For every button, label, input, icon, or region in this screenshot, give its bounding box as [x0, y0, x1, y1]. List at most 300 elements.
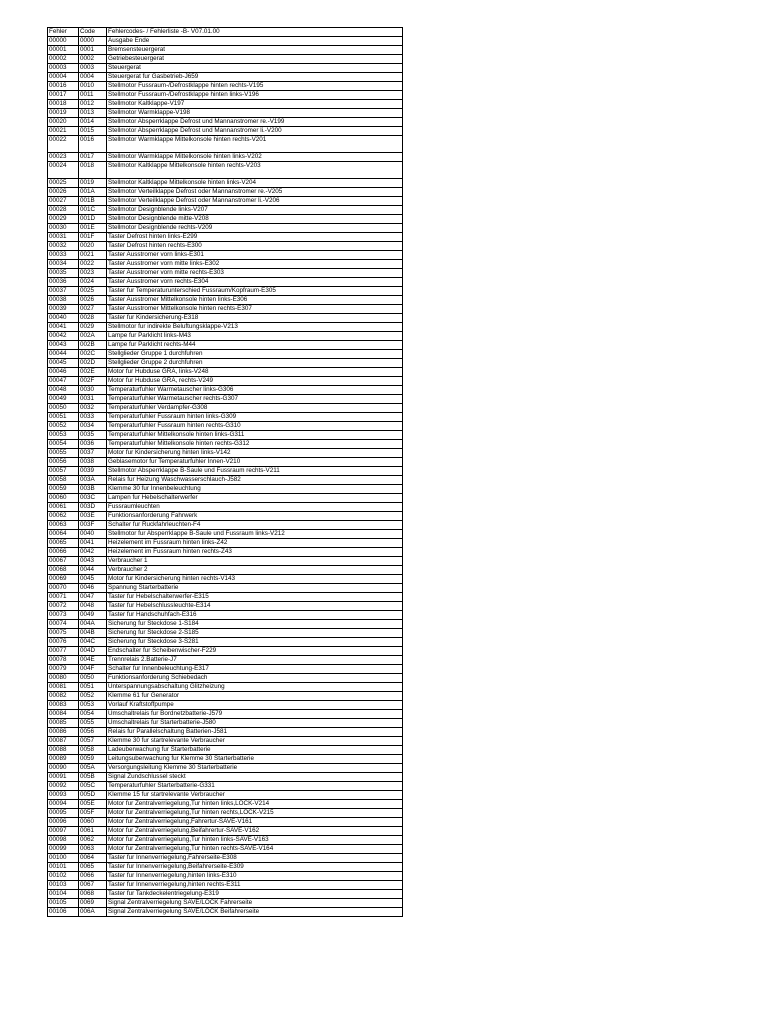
cell-code: 002C	[79, 350, 107, 359]
cell-code: 0013	[79, 109, 107, 118]
cell-description: Motor fur Kindersicherung hinten links-V142	[107, 449, 403, 458]
cell-code: 0059	[79, 755, 107, 764]
cell-description: Stellmotor fur indirekte Beluftungsklappe-V213	[107, 323, 403, 332]
cell-code: 001D	[79, 215, 107, 224]
cell-fehler: 00056	[48, 458, 79, 467]
cell-fehler: 00018	[48, 100, 79, 109]
cell-code: 001B	[79, 197, 107, 206]
cell-code: 0047	[79, 593, 107, 602]
cell-code: 0002	[79, 55, 107, 64]
table-row	[48, 719, 403, 728]
cell-description: Sicherung fur Steckdose 2-S185	[107, 629, 403, 638]
table-row	[48, 593, 403, 602]
table-row	[48, 118, 403, 127]
cell-description: Ladeuberwachung fur Starterbatterie	[107, 746, 403, 755]
table-row	[48, 100, 403, 109]
header-fehler: Fehler	[48, 28, 79, 37]
cell-fehler: 00024	[48, 162, 79, 179]
cell-description: Klemme 61 fur Generator	[107, 692, 403, 701]
table-row	[48, 899, 403, 908]
cell-fehler: 00088	[48, 746, 79, 755]
cell-description: Taster Ausstromer vorn mitte links-E302	[107, 260, 403, 269]
cell-fehler: 00099	[48, 845, 79, 854]
table-row	[48, 287, 403, 296]
cell-description: Spannung Starterbatterie	[107, 584, 403, 593]
cell-fehler: 00079	[48, 665, 79, 674]
cell-fehler: 00020	[48, 118, 79, 127]
cell-fehler: 00103	[48, 881, 79, 890]
table-row	[48, 127, 403, 136]
table-row	[48, 296, 403, 305]
cell-description: Stellmotor Designblende mitte-V208	[107, 215, 403, 224]
cell-fehler: 00074	[48, 620, 79, 629]
table-row	[48, 467, 403, 476]
table-row	[48, 278, 403, 287]
cell-code: 0001	[79, 46, 107, 55]
cell-fehler: 00049	[48, 395, 79, 404]
table-row	[48, 136, 403, 153]
cell-code: 005C	[79, 782, 107, 791]
cell-code: 0065	[79, 863, 107, 872]
cell-description: Taster Ausstromer vorn mitte rechts-E303	[107, 269, 403, 278]
table-row	[48, 791, 403, 800]
cell-description: Relais fur Heizung Waschwasserschlauch-J582	[107, 476, 403, 485]
cell-fehler: 00064	[48, 530, 79, 539]
cell-code: 0054	[79, 710, 107, 719]
table-row	[48, 611, 403, 620]
cell-code: 003D	[79, 503, 107, 512]
cell-code: 0057	[79, 737, 107, 746]
table-row	[48, 872, 403, 881]
cell-description: Taster fur Innenverriegelung,hinten links-E310	[107, 872, 403, 881]
cell-code: 004C	[79, 638, 107, 647]
cell-fehler: 00093	[48, 791, 79, 800]
cell-fehler: 00091	[48, 773, 79, 782]
cell-code: 0012	[79, 100, 107, 109]
cell-code: 0044	[79, 566, 107, 575]
cell-description: Stellmotor Verteilklappe Defrost oder Mannanstromer re.-V205	[107, 188, 403, 197]
table-row	[48, 64, 403, 73]
cell-description: Taster fur Innenverriegelung,Beifahrerseite-E309	[107, 863, 403, 872]
cell-fehler: 00048	[48, 386, 79, 395]
table-row	[48, 755, 403, 764]
cell-fehler: 00002	[48, 55, 79, 64]
cell-fehler: 00062	[48, 512, 79, 521]
cell-description: Stellmotor Kaltklappe-V197	[107, 100, 403, 109]
cell-description: Signal Zentralverriegelung SAVE/LOCK Beifahrerseite	[107, 908, 403, 917]
table-row	[48, 809, 403, 818]
table-row	[48, 377, 403, 386]
cell-code: 0069	[79, 899, 107, 908]
cell-fehler: 00055	[48, 449, 79, 458]
cell-code: 0025	[79, 287, 107, 296]
cell-description: Motor fur Hubduse GRA, links-V248	[107, 368, 403, 377]
cell-fehler: 00086	[48, 728, 79, 737]
cell-description: Temperaturfuhler Fussraum hinten links-G309	[107, 413, 403, 422]
table-row	[48, 206, 403, 215]
cell-fehler: 00058	[48, 476, 79, 485]
cell-description: Stellmotor Absperrklappe Defrost und Mannanstromer li.-V200	[107, 127, 403, 136]
cell-code: 0023	[79, 269, 107, 278]
cell-fehler: 00044	[48, 350, 79, 359]
cell-code: 003A	[79, 476, 107, 485]
cell-description: Taster fur Hebelschlussleuchte-E314	[107, 602, 403, 611]
table-row	[48, 269, 403, 278]
table-row	[48, 818, 403, 827]
table-row	[48, 476, 403, 485]
cell-description: Getriebesteuergerat	[107, 55, 403, 64]
table-row	[48, 314, 403, 323]
table-row	[48, 233, 403, 242]
cell-code: 004E	[79, 656, 107, 665]
cell-description: Temperaturfuhler Warmetauscher links-G306	[107, 386, 403, 395]
cell-code: 004B	[79, 629, 107, 638]
cell-fehler: 00050	[48, 404, 79, 413]
table-row	[48, 548, 403, 557]
cell-description: Klemme 30 fur Innenbeleuchtung	[107, 485, 403, 494]
table-body	[48, 37, 403, 917]
cell-description: Vorlauf Kraftstoffpumpe	[107, 701, 403, 710]
cell-description: Umschaltrelais fur Starterbatterie-J580	[107, 719, 403, 728]
cell-description: Motor fur Zentralverriegelung,Fahrertur-SAVE-V161	[107, 818, 403, 827]
cell-code: 0040	[79, 530, 107, 539]
cell-fehler: 00003	[48, 64, 79, 73]
cell-fehler: 00022	[48, 136, 79, 153]
cell-fehler: 00017	[48, 91, 79, 100]
table-row	[48, 674, 403, 683]
cell-fehler: 00028	[48, 206, 79, 215]
cell-fehler: 00039	[48, 305, 79, 314]
cell-code: 0056	[79, 728, 107, 737]
table-row	[48, 575, 403, 584]
cell-description: Stellmotor Kaltklappe Mittelkonsole hinten rechts-V203	[107, 162, 403, 179]
table-row	[48, 37, 403, 46]
cell-fehler: 00092	[48, 782, 79, 791]
cell-code: 0033	[79, 413, 107, 422]
table-row	[48, 764, 403, 773]
cell-code: 0020	[79, 242, 107, 251]
cell-fehler: 00060	[48, 494, 79, 503]
cell-fehler: 00042	[48, 332, 79, 341]
cell-fehler: 00096	[48, 818, 79, 827]
cell-description: Geblasemotor fur Temperaturfuhler Innen-V210	[107, 458, 403, 467]
cell-fehler: 00016	[48, 82, 79, 91]
table-row	[48, 260, 403, 269]
cell-description: Taster fur Handschuhfach-E316	[107, 611, 403, 620]
cell-description: Steuergerat	[107, 64, 403, 73]
cell-fehler: 00053	[48, 431, 79, 440]
table-row	[48, 197, 403, 206]
cell-description: Motor fur Kindersicherung hinten rechts-V143	[107, 575, 403, 584]
cell-description: Temperaturfuhler Mittelkonsole hinten rechts-G312	[107, 440, 403, 449]
cell-fehler: 00069	[48, 575, 79, 584]
table-row	[48, 413, 403, 422]
cell-description: Klemme 30 fur startrelevante Verbraucher	[107, 737, 403, 746]
cell-code: 0062	[79, 836, 107, 845]
table-row	[48, 153, 403, 162]
cell-code: 0010	[79, 82, 107, 91]
cell-fehler: 00021	[48, 127, 79, 136]
cell-fehler: 00027	[48, 197, 79, 206]
cell-description: Taster Ausstromer Mittelkonsole hinten rechts-E307	[107, 305, 403, 314]
cell-fehler: 00065	[48, 539, 79, 548]
table-row	[48, 908, 403, 917]
cell-fehler: 00070	[48, 584, 79, 593]
cell-fehler: 00073	[48, 611, 79, 620]
table-row	[48, 404, 403, 413]
cell-fehler: 00035	[48, 269, 79, 278]
fault-code-table	[47, 27, 403, 917]
table-row	[48, 332, 403, 341]
table-row	[48, 109, 403, 118]
cell-description: Lampe fur Parklicht links-M43	[107, 332, 403, 341]
cell-description: Taster fur Tankdeckelentriegelung-E319	[107, 890, 403, 899]
cell-description: Taster Ausstromer vorn rechts-E304	[107, 278, 403, 287]
cell-fehler: 00106	[48, 908, 79, 917]
cell-description: Schalter fur Ruckfahrleuchten-F4	[107, 521, 403, 530]
cell-code: 0031	[79, 395, 107, 404]
table-row	[48, 539, 403, 548]
cell-description: Unterspannungsabschaltung Glitzheizung	[107, 683, 403, 692]
cell-fehler: 00075	[48, 629, 79, 638]
cell-code: 0003	[79, 64, 107, 73]
cell-code: 0037	[79, 449, 107, 458]
cell-code: 0021	[79, 251, 107, 260]
cell-fehler: 00051	[48, 413, 79, 422]
cell-fehler: 00102	[48, 872, 79, 881]
cell-code: 0041	[79, 539, 107, 548]
table-row	[48, 683, 403, 692]
cell-code: 005E	[79, 800, 107, 809]
cell-description: Fussraumleuchten	[107, 503, 403, 512]
cell-code: 0038	[79, 458, 107, 467]
cell-description: Sicherung fur Steckdose 3-S281	[107, 638, 403, 647]
cell-fehler: 00089	[48, 755, 79, 764]
cell-code: 003B	[79, 485, 107, 494]
cell-fehler: 00029	[48, 215, 79, 224]
cell-fehler: 00041	[48, 323, 79, 332]
cell-fehler: 00068	[48, 566, 79, 575]
cell-description: Temperaturfuhler Verdampfer-G308	[107, 404, 403, 413]
table-row	[48, 836, 403, 845]
cell-description: Verbraucher 1	[107, 557, 403, 566]
cell-description: Stellmotor fur Absperrklappe B-Saule und Fussraum links-V212	[107, 530, 403, 539]
cell-code: 005B	[79, 773, 107, 782]
cell-description: Stellmotor Warmklappe-V198	[107, 109, 403, 118]
table-row	[48, 242, 403, 251]
cell-fehler: 00082	[48, 692, 79, 701]
table-row	[48, 188, 403, 197]
cell-fehler: 00100	[48, 854, 79, 863]
cell-code: 0036	[79, 440, 107, 449]
table-row	[48, 162, 403, 179]
table-row	[48, 602, 403, 611]
table-row	[48, 890, 403, 899]
cell-description: Taster fur Innenverriegelung,hinten rechts-E311	[107, 881, 403, 890]
table-row	[48, 656, 403, 665]
header-code: Code	[79, 28, 107, 37]
cell-description: Signal Zentralverriegelung SAVE/LOCK Fahrerseite	[107, 899, 403, 908]
table-row	[48, 494, 403, 503]
cell-code: 002B	[79, 341, 107, 350]
cell-fehler: 00077	[48, 647, 79, 656]
cell-description: Stellmotor Designblende rechts-V209	[107, 224, 403, 233]
cell-code: 0016	[79, 136, 107, 153]
cell-code: 003E	[79, 512, 107, 521]
cell-code: 0032	[79, 404, 107, 413]
table-row	[48, 179, 403, 188]
table-row	[48, 530, 403, 539]
cell-description: Schalter fur Innenbeleuchtung-E317	[107, 665, 403, 674]
cell-description: Temperaturfuhler Mittelkonsole hinten links-G311	[107, 431, 403, 440]
cell-description: Stellmotor Warmklappe Mittelkonsole hinten links-V202	[107, 153, 403, 162]
cell-code: 0051	[79, 683, 107, 692]
table-row	[48, 350, 403, 359]
cell-fehler: 00043	[48, 341, 79, 350]
cell-description: Stellmotor Fussraum-/Defrostklappe hinten links-V196	[107, 91, 403, 100]
cell-code: 0055	[79, 719, 107, 728]
cell-code: 0052	[79, 692, 107, 701]
cell-fehler: 00071	[48, 593, 79, 602]
cell-description: Lampe fur Parklicht rechts-M44	[107, 341, 403, 350]
cell-code: 0061	[79, 827, 107, 836]
cell-code: 002F	[79, 377, 107, 386]
cell-code: 0018	[79, 162, 107, 179]
cell-code: 0064	[79, 854, 107, 863]
cell-code: 003F	[79, 521, 107, 530]
cell-code: 004F	[79, 665, 107, 674]
cell-code: 0063	[79, 845, 107, 854]
cell-code: 002A	[79, 332, 107, 341]
table-row	[48, 431, 403, 440]
cell-code: 0014	[79, 118, 107, 127]
cell-code: 0026	[79, 296, 107, 305]
cell-code: 0035	[79, 431, 107, 440]
cell-description: Bremsensteuergerat	[107, 46, 403, 55]
cell-code: 001F	[79, 233, 107, 242]
cell-description: Motor fur Zentralverriegelung,Tur hinten rechts,LOCK-V215	[107, 809, 403, 818]
cell-description: Steuergerat fur Gasbetrieb-J659	[107, 73, 403, 82]
cell-fehler: 00090	[48, 764, 79, 773]
table-row	[48, 341, 403, 350]
cell-description: Stellglieder Gruppe 2 durchfuhren	[107, 359, 403, 368]
table-row	[48, 359, 403, 368]
table-row	[48, 305, 403, 314]
table-row	[48, 440, 403, 449]
cell-code: 0022	[79, 260, 107, 269]
cell-description: Taster Defrost hinten rechts-E300	[107, 242, 403, 251]
cell-code: 0068	[79, 890, 107, 899]
cell-code: 0019	[79, 179, 107, 188]
cell-code: 0045	[79, 575, 107, 584]
header-row	[48, 28, 403, 37]
cell-code: 0049	[79, 611, 107, 620]
cell-fehler: 00038	[48, 296, 79, 305]
cell-code: 002D	[79, 359, 107, 368]
cell-description: Temperaturfuhler Starterbatterie-G331	[107, 782, 403, 791]
cell-fehler: 00004	[48, 73, 79, 82]
table-row	[48, 91, 403, 100]
table-row	[48, 73, 403, 82]
cell-code: 0048	[79, 602, 107, 611]
cell-description: Signal Zundschlussel steckt	[107, 773, 403, 782]
cell-code: 0017	[79, 153, 107, 162]
cell-code: 004D	[79, 647, 107, 656]
table-row	[48, 737, 403, 746]
cell-code: 0024	[79, 278, 107, 287]
table-row	[48, 620, 403, 629]
table-row	[48, 503, 403, 512]
table-row	[48, 449, 403, 458]
cell-description: Stellmotor Fussraum-/Defrostklappe hinten rechts-V195	[107, 82, 403, 91]
table-row	[48, 215, 403, 224]
cell-fehler: 00081	[48, 683, 79, 692]
table-row	[48, 395, 403, 404]
cell-description: Motor fur Zentralverriegelung,Beifahrertur-SAVE-V162	[107, 827, 403, 836]
cell-fehler: 00000	[48, 37, 79, 46]
cell-code: 0043	[79, 557, 107, 566]
cell-fehler: 00025	[48, 179, 79, 188]
cell-fehler: 00101	[48, 863, 79, 872]
cell-code: 0029	[79, 323, 107, 332]
cell-fehler: 00095	[48, 809, 79, 818]
cell-code: 0067	[79, 881, 107, 890]
table-row	[48, 701, 403, 710]
cell-fehler: 00034	[48, 260, 79, 269]
cell-fehler: 00019	[48, 109, 79, 118]
cell-description: Ausgabe Ende	[107, 37, 403, 46]
cell-fehler: 00030	[48, 224, 79, 233]
table-row	[48, 521, 403, 530]
table-row	[48, 746, 403, 755]
cell-code: 0058	[79, 746, 107, 755]
cell-code: 0004	[79, 73, 107, 82]
table-row	[48, 557, 403, 566]
cell-fehler: 00085	[48, 719, 79, 728]
cell-code: 0011	[79, 91, 107, 100]
cell-fehler: 00047	[48, 377, 79, 386]
table-row	[48, 692, 403, 701]
fault-code-table-sheet	[47, 27, 402, 917]
cell-code: 005F	[79, 809, 107, 818]
cell-code: 001E	[79, 224, 107, 233]
cell-code: 0042	[79, 548, 107, 557]
cell-code: 004A	[79, 620, 107, 629]
cell-fehler: 00037	[48, 287, 79, 296]
table-row	[48, 584, 403, 593]
cell-fehler: 00063	[48, 521, 79, 530]
table-row	[48, 665, 403, 674]
cell-description: Endschalter fur Scheibenwischer-F229	[107, 647, 403, 656]
cell-description: Motor fur Zentralverriegelung,Tur hinten links,LOCK-V214	[107, 800, 403, 809]
table-row	[48, 251, 403, 260]
cell-code: 0034	[79, 422, 107, 431]
cell-description: Lampen fur Hebelschalterwerfer	[107, 494, 403, 503]
cell-description: Funktionsanforderung Fahrwerk	[107, 512, 403, 521]
cell-fehler: 00045	[48, 359, 79, 368]
cell-description: Taster fur Hebelschalterwerfer-E315	[107, 593, 403, 602]
cell-code: 0060	[79, 818, 107, 827]
cell-fehler: 00105	[48, 899, 79, 908]
table-row	[48, 224, 403, 233]
cell-description: Temperaturfuhler Warmetauscher rechts-G307	[107, 395, 403, 404]
table-row	[48, 728, 403, 737]
cell-code: 0015	[79, 127, 107, 136]
table-row	[48, 827, 403, 836]
cell-fehler: 00067	[48, 557, 79, 566]
header-title: Fehlercodes- / Fehlerliste -B- V07.01.00	[107, 28, 403, 37]
cell-description: Heizelement im Fussraum hinten links-Z42	[107, 539, 403, 548]
